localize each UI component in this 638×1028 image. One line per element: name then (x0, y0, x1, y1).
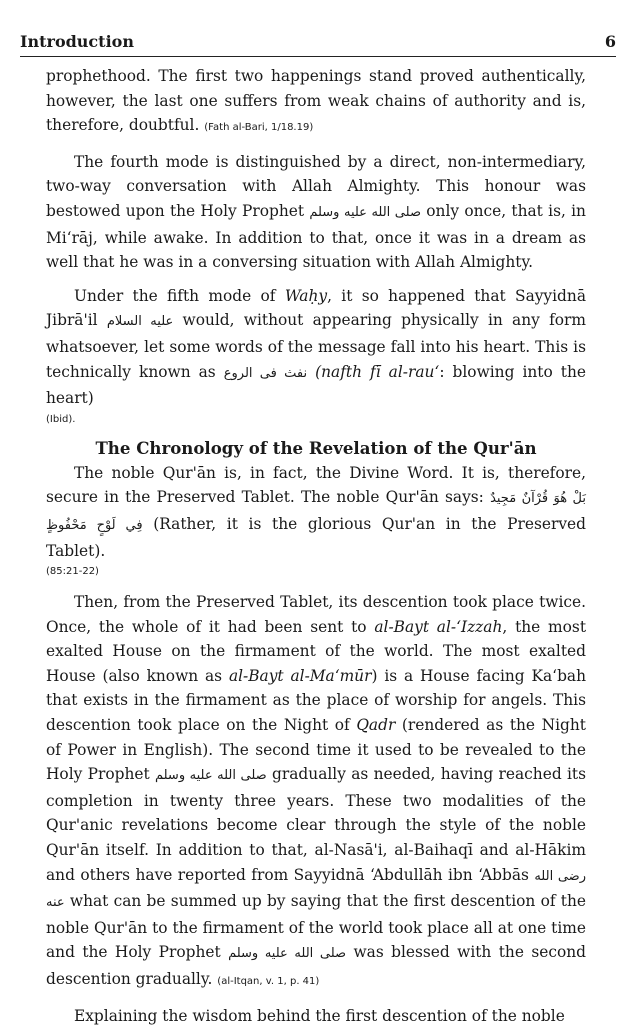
paragraph-1 (46, 64, 586, 141)
paragraph-text: (rendered as the Night of Power in English). The second time it used to be revealed to the Holy Prophet (46, 716, 586, 784)
paragraph-text: , the most exalted House on the firmament of the world. The most exalted House (also known as (46, 617, 586, 685)
paragraph-text: The fourth mode is distinguished by a direct, non-intermediary, two-way conversation with Allah Almighty. This honour was bestowed upon the Holy Prophet (46, 152, 586, 220)
paragraph-text: (Rather, it is the glorious Qur'an in the Preserved Tablet). (46, 514, 586, 560)
paragraph-2 (46, 150, 586, 275)
paragraph-text: was blessed with the second descention gradually. (46, 943, 586, 988)
term-wahy: Waḥy (284, 286, 328, 305)
chapter-title: Introduction (20, 32, 134, 51)
arabic-term: نفث فى الروع (223, 365, 308, 381)
paragraph-text: what can be summed up by saying that the first descention of the noble Qur'ān to the firmament of the world took place all at one time and the Holy Prophet (46, 892, 586, 962)
paragraph-6 (46, 1004, 586, 1028)
term-bayt-izzah: al-Bayt al-‘Izzah (374, 617, 503, 636)
arabic-salutation: صلى الله عليه وسلم (309, 204, 421, 220)
arabic-salutation: رضى الله عنه (46, 868, 586, 911)
paragraph-text: Then, from the Preserved Tablet, its descention took place twice. Once, the whole of it had been sent to (46, 593, 586, 636)
paragraph-text: Explaining the wisdom behind the first descention of the noble (74, 1006, 565, 1025)
arabic-salutation: صلى الله عليه وسلم (228, 946, 347, 962)
paragraph-text: would, without appearing physically in any form whatsoever, let some words of the message fall into his heart. This is technically known as (46, 311, 586, 381)
paragraph-text: : blowing into the heart) (46, 362, 586, 408)
paragraph-3 (46, 284, 586, 411)
citation: (al-Itqan, v. 1, p. 41) (217, 976, 320, 987)
paragraph-5 (46, 590, 586, 995)
running-header (20, 30, 616, 57)
term-nafth: (nafth fī al-rau‘ (315, 362, 440, 381)
citation: (Fath al-Bari, 1/18.19) (204, 122, 314, 134)
arabic-salutation: عليه السلام (106, 314, 174, 330)
term-qadr: Qadr (356, 716, 396, 735)
arabic-salutation: صلى الله عليه وسلم (154, 768, 267, 784)
section-heading: The Chronology of the Revelation of the Qur'ān (95, 437, 537, 458)
paragraph-4 (46, 461, 586, 563)
paragraph-text: prophethood. The first two happenings stand proved authentically, however, the last one suffers from weak chains of authority and is, therefore, doubtful. (46, 67, 586, 135)
paragraph-text: ) is a House facing Ka‘bah that exists in the firmament as the place of worship for angels. This descention took place on the Night of (46, 666, 587, 735)
page-body (46, 64, 586, 1028)
paragraph-text: only once, that is, in Mi‘rāj, while awake. In addition to that, once it was in a dream as well that he was in a conversing situation with Allah Almighty. (46, 201, 586, 272)
term-bayt-mamur: al-Bayt al-Ma‘mūr (228, 666, 372, 685)
page-number: 6 (604, 32, 616, 51)
paragraph-text: The noble Qur'ān is, in fact, the Divine Word. It is, therefore, secure in the Preserved Tablet. The noble Qur'ān says: (46, 463, 586, 507)
paragraph-text: Under the fifth mode of (74, 286, 276, 305)
arabic-verse: بَلْ هُوَ قُرْآنٌ مَجِيدٌ فِي لَوْحٍ مَحْفُوظٍ (46, 491, 586, 533)
citation: (Ibid). (46, 413, 76, 425)
citation: (85:21-22) (46, 566, 99, 578)
paragraph-text: gradually as needed, having reached its completion in twenty three years. These two modalities of the Qur'anic revelations become clear through the style of the noble Qur'ān itself. In addition to that, al-Nasā'i, al-Baihaqī and al-Hākim and others have reported from Sayyidnā ‘Abdullāh ibn ‘Abbās (46, 765, 586, 884)
paragraph-text: , it so happened that Sayyidnā Jibrā'il (46, 286, 586, 330)
